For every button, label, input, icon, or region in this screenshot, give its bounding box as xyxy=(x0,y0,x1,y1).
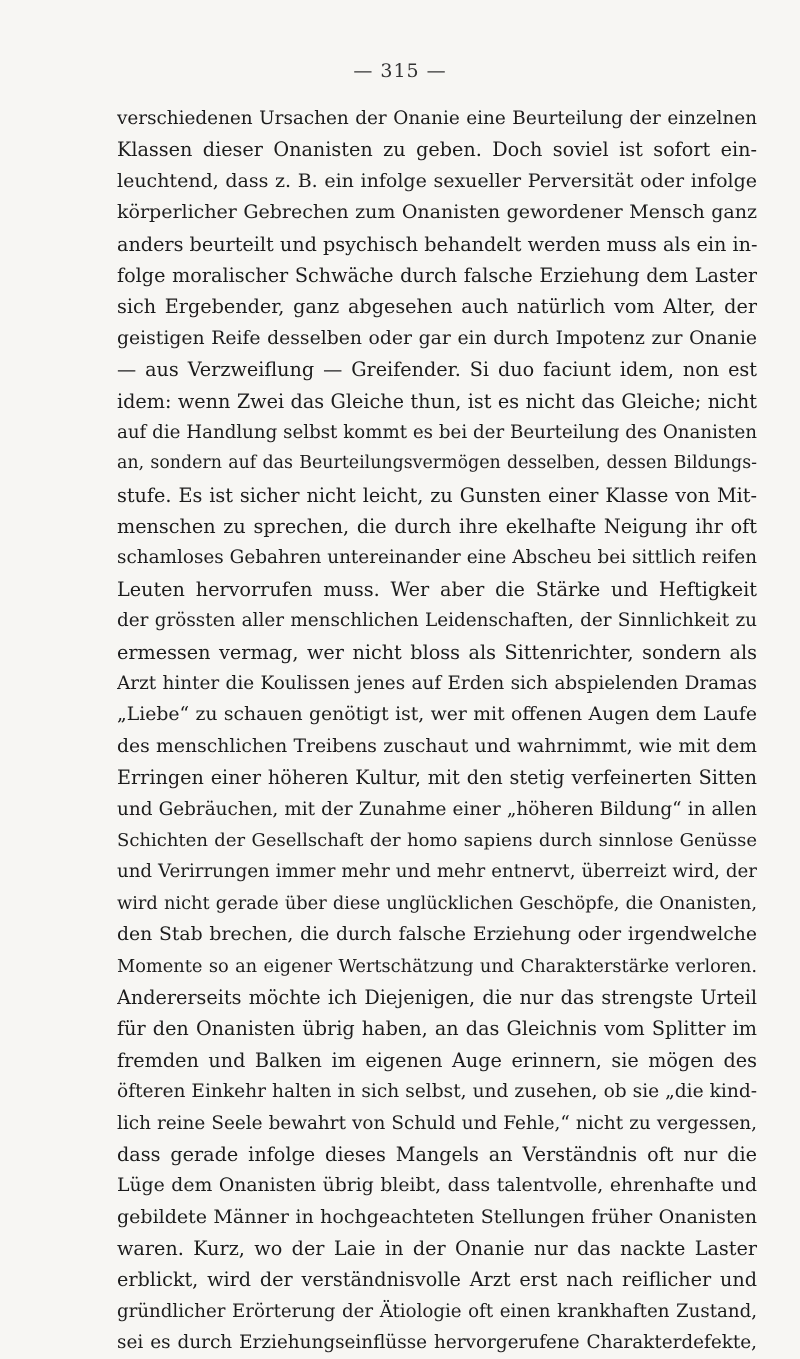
text-line: Schichten der Gesellschaft der homo sapiens durch sinnlose Genüsse xyxy=(117,829,757,851)
text-line: gebildete Männer in hochgeachteten Stellungen früher Onanisten xyxy=(117,1205,757,1228)
text-line: folge moralischer Schwäche durch falsche Erziehung dem Laster xyxy=(117,263,757,287)
text-line: „Liebe“ zu schauen genötigt ist, wer mit offenen Augen dem Laufe xyxy=(117,704,757,726)
text-line: leuchtend, dass z. B. ein infolge sexueller Perversität oder infolge xyxy=(117,169,757,192)
text-line: idem: wenn Zwei das Gleiche thun, ist es nicht das Gleiche; nicht xyxy=(117,389,757,413)
body-text xyxy=(117,103,757,1359)
text-line: sei es durch Erziehungseinflüsse hervorgerufene Charakterdefekte, xyxy=(117,1332,757,1354)
text-line: stufe. Es ist sicher nicht leicht, zu Gunsten einer Klasse von Mit- xyxy=(117,483,757,507)
text-line: den Stab brechen, die durch falsche Erziehung oder irgendwelche xyxy=(117,924,757,946)
text-line: ermessen vermag, wer nicht bloss als Sittenrichter, sondern als xyxy=(117,640,757,664)
text-line: des menschlichen Treibens zuschaut und wahrnimmt, wie mit dem xyxy=(117,735,757,757)
text-line: Erringen einer höheren Kultur, mit den stetig verfeinerten Sitten xyxy=(117,766,757,790)
page-number: — 315 — xyxy=(353,60,447,82)
text-line: — aus Verzweiflung — Greifender. Si duo faciunt idem, non est xyxy=(117,358,757,382)
text-line: Andererseits möchte ich Diejenigen, die nur das strengste Urteil xyxy=(117,985,757,1009)
text-line: und Verirrungen immer mehr und mehr entnervt, überreizt wird, der xyxy=(117,861,757,883)
text-line: der grössten aller menschlichen Leidenschaften, der Sinnlichkeit zu xyxy=(117,610,757,632)
text-line: Arzt hinter die Koulissen jenes auf Erden sich abspielenden Dramas xyxy=(117,673,757,695)
text-line: menschen zu sprechen, die durch ihre ekelhafte Neigung ihr oft xyxy=(117,515,757,539)
text-line: erblickt, wird der verständnisvolle Arzt erst nach reiflicher und xyxy=(117,1268,757,1292)
text-line: waren. Kurz, wo der Laie in der Onanie nur das nackte Laster xyxy=(117,1237,757,1261)
text-line: Klassen dieser Onanisten zu geben. Doch soviel ist sofort ein- xyxy=(117,138,757,162)
text-line: öfteren Einkehr halten in sich selbst, und zusehen, ob sie „die kind- xyxy=(117,1081,757,1103)
text-line: Lüge dem Onanisten übrig bleibt, dass talentvolle, ehrenhafte und xyxy=(117,1175,757,1197)
text-line: an, sondern auf das Beurteilungsvermögen desselben, dessen Bildungs- xyxy=(117,453,757,474)
text-line: gründlicher Erörterung der Ätiologie oft einen krankhaften Zustand, xyxy=(117,1300,757,1322)
text-line: geistigen Reife desselben oder gar ein durch Impotenz zur Onanie xyxy=(117,327,757,349)
text-line: auf die Handlung selbst kommt es bei der Beurteilung des Onanisten xyxy=(117,421,757,443)
text-line: dass gerade infolge dieses Mangels an Verständnis oft nur die xyxy=(117,1142,757,1166)
text-line: körperlicher Gebrechen zum Onanisten gewordener Mensch ganz xyxy=(117,201,757,224)
text-line: Leuten hervorrufen muss. Wer aber die Stärke und Heftigkeit xyxy=(117,577,757,601)
text-line: Momente so an eigener Wertschätzung und Charakterstärke verloren. xyxy=(117,955,757,977)
text-line: verschiedenen Ursachen der Onanie eine Beurteilung der einzelnen xyxy=(117,108,757,129)
text-line: wird nicht gerade über diese unglücklichen Geschöpfe, die Onanisten, xyxy=(117,892,757,914)
text-line: für den Onanisten übrig haben, an das Gleichnis vom Splitter im xyxy=(117,1017,757,1041)
text-line: lich reine Seele bewahrt von Schuld und Fehle,“ nicht zu vergessen, xyxy=(117,1112,757,1134)
text-line: anders beurteilt und psychisch behandelt werden muss als ein in- xyxy=(117,232,757,256)
text-line: und Gebräuchen, mit der Zunahme einer „höheren Bildung“ in allen xyxy=(117,798,757,820)
text-line: schamloses Gebahren untereinander eine Abscheu bei sittlich reifen xyxy=(117,547,757,569)
text-line: sich Ergebender, ganz abgesehen auch natürlich vom Alter, der xyxy=(117,295,757,319)
text-line: fremden und Balken im eigenen Auge erinnern, sie mögen des xyxy=(117,1048,757,1072)
